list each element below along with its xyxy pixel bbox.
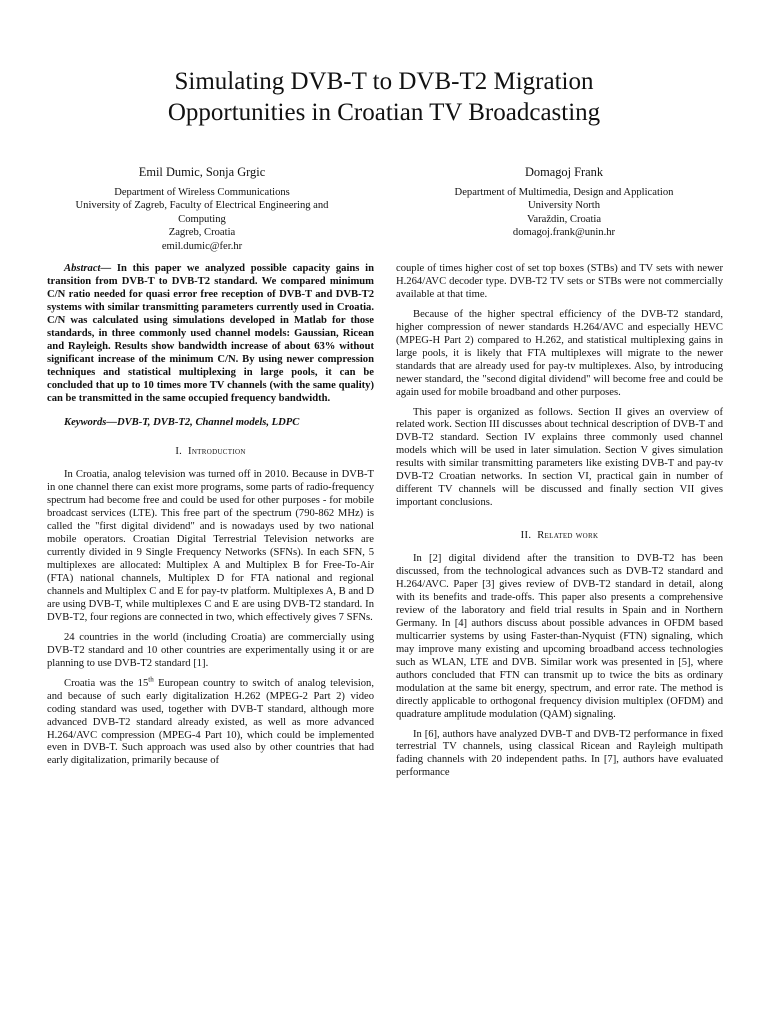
left-column	[47, 263, 374, 768]
author-affiliation: University of Zagreb, Faculty of Electrical Engineering and	[75, 200, 329, 212]
abstract-text: In this paper we analyzed possible capacity gains in transition from DVB-T to DVB-T2 standard. We compared minimum C/N ratio needed for quasi error free reception of DVB-T and DVB-T2 systems with similar transmitting parameters currently used in Croatia. C/N was calculated using simulations developed in Matlab for those standards, in three commonly used channel models: Gaussian, Ricean and Rayleigh. Results show bandwidth increase of about 63% without significant increase of the minimum C/N. By using newer compression techniques and statistical multiplexing in large pools, it can be concluded that up to 10 times more TV channels (with the same quality) can be transmitted in the same occupied frequency bandwidth.	[47, 263, 375, 404]
author-affiliation: Department of Wireless Communications	[114, 187, 290, 198]
author-affiliation: Department of Multimedia, Design and Application	[454, 187, 674, 198]
paragraph: Croatia was the 15th European country to switch of analog television, and because of such early digitalization H.262 (MPEG-2 Part 2) video coding standard was used, together with DVB-T standard, although more advanced DVB-T2 standard already existed, as well as more advanced H.264/AVC compression (MPEG-4 Part 10), which could be implemented even in DVB-T. Such approach was used also by other countries that had early digitalization, primarily because of	[47, 675, 375, 767]
paragraph: 24 countries in the world (including Croatia) are commercially using DVB-T2 standard and 10 other countries are experimentally using it or are planning to use DVB-T2 standard [1].	[47, 631, 374, 669]
paragraph: couple of times higher cost of set top boxes (STBs) and TV sets with newer H.264/AVC decoder type. DVB-T2 TV sets or STBs were not commercially available at that time.	[396, 263, 723, 300]
title-line-1: Simulating DVB-T to DVB-T2 Migration	[174, 68, 594, 95]
section-heading-introduction: I. Introduction	[175, 446, 246, 458]
author-names: Domagoj Frank	[524, 165, 604, 179]
author-block-left	[40, 165, 364, 253]
paragraph: In [2] digital dividend after the transition to DVB-T2 has been discussed, from the technological advances such as DVB-T2 standard and H.264/AVC. Paper [3] gives review of DVB-T2 standard in detail, along with its benefits and trade-offs. This paper also presents a comprehensive review of the laboratory and field trial results in Spain and in Northern Germany. In [4] authors discuss about possible advances in OFDM based multicarrier systems by using Faster-than-Nyquist (FTN) signaling, which may improve many existing and upcoming broadband access technologies such as WLAN, LTE and DVB. Similar work was presented in [5], where authors concluded that FTN can transmit up to twice the bits as ordinary modulation at the same bit energy, spectrum, and error rate. The method is directly applicable to orthogonal frequency division multiplex (OFDM) and quadrature amplitude modulation (QAM) signaling.	[396, 553, 723, 720]
author-affiliation: University North	[527, 200, 601, 212]
abstract-label: Abstract	[64, 263, 101, 274]
section-heading-related-work: II. Related work	[520, 530, 599, 542]
author-affiliation: Computing	[178, 213, 226, 225]
author-block-right	[400, 165, 728, 240]
keywords-label: Keywords	[64, 417, 107, 429]
paragraph: In [6], authors have analyzed DVB-T and DVB-T2 performance in fixed terrestrial TV channels, using classical Ricean and Rayleigh multipath fading channels with 20 independent paths. In [7], authors have evaluated performance	[396, 728, 723, 779]
paragraph: In Croatia, analog television was turned off in 2010. Because in DVB-T in one channel there can exist more programs, some parts of radio-frequency spectrum had become free and could be used for other purposes - for mobile broadcast services (LTE). This free part of the spectrum (790-862 MHz) is called the "first digital dividend" and is nowadays used by two national mobile operators. Croatian Digital Terrestrial Television networks are currently divided in 9 Single Frequency Networks (SFNs). In each SFN, 5 multiplexes are allocated: Multiplex A and Multiplex B for Free-To-Air (FTA) national channels, Multiplex D for FTA national and regional channels and Multiplex C and E for pay-tv platform. Multiplexes A, B and D are using DVB-T, while multiplexes C and E are using DVB-T2 standard. In DVB-T2, four regions are connected in two, which effectively gives 7 SFNs.	[47, 469, 374, 623]
author-location: Zagreb, Croatia	[168, 227, 236, 239]
paragraph: Because of the higher spectral efficiency of the DVB-T2 standard, higher compression of newer standards H.264/AVC and especially HEVC (MPEG-H Part 2) compared to H.262, and statistical multiplexing gains in large pools, it is likely that FTA multiplexes will migrate to the newer standards that are already used for pay-tv multiplexes. Also, by introducing newer standard, the "second digital dividend" will become free and could be again used for mobile broadband and other purposes.	[396, 308, 723, 398]
keywords-text: DVB-T, DVB-T2, Channel models, LDPC	[116, 417, 300, 429]
author-names: Emil Dumic, Sonja Grgic	[138, 165, 266, 179]
paper-title	[60, 66, 708, 128]
abstract: Abstract— In this paper we analyzed possible capacity gains in transition from DVB-T to DVB-T2 standard. We compared minimum C/N ratio needed for quasi error free reception of DVB-T and DVB-T2 systems with similar transmitting parameters currently used in Croatia. C/N was calculated using simulations developed in Matlab for those standards, in three commonly used channel models: Gaussian, Ricean and Rayleigh. Results show bandwidth increase of about 63% without significant increase of the minimum C/N. By using newer compression techniques and statistical multiplexing in large pools, it can be concluded that up to 10 times more TV channels (with the same quality) can be transmitted in the same occupied frequency bandwidth.	[47, 263, 375, 404]
author-location: Varaždin, Croatia	[526, 213, 602, 225]
paragraph: This paper is organized as follows. Section II gives an overview of related work. Section III discusses about technical description of DVB-T and DVB-T2 standard. Section IV explains three commonly used channel models which will be used in later simulation. Section V gives simulation results with similar transmitting parameters like existing DVB-T and pay-tv DVB-T2 Croatian networks. In section VI, practical gain in number of different TV channels will be discussed and finally section VII gives important conclusions.	[396, 406, 723, 509]
author-email: emil.dumic@fer.hr	[161, 240, 243, 252]
author-email: domagoj.frank@unin.hr	[512, 227, 616, 239]
right-column	[396, 263, 723, 780]
title-line-2: Opportunities in Croatian TV Broadcasting	[167, 99, 601, 126]
keywords: Keywords—DVB-T, DVB-T2, Channel models, LDPC	[64, 417, 300, 429]
